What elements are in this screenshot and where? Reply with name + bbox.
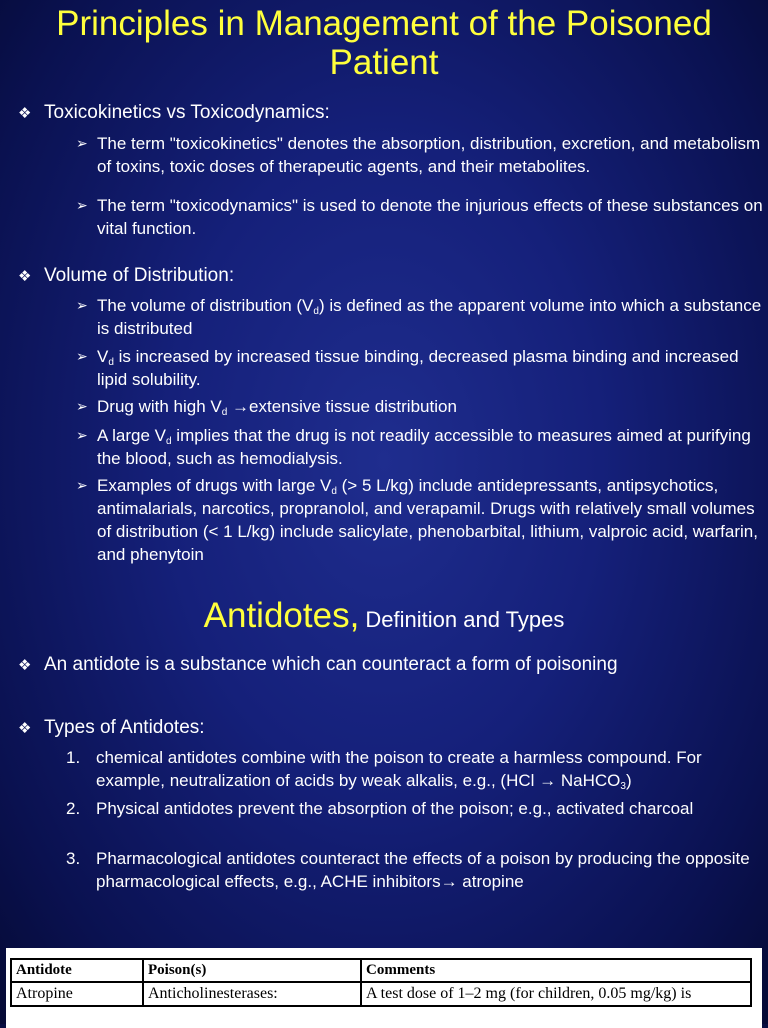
header-comments: Comments bbox=[361, 959, 751, 982]
bullet-item bbox=[76, 424, 766, 470]
diamond-bullet-icon: ❖ bbox=[18, 268, 32, 285]
table-header-row bbox=[11, 959, 751, 982]
diamond-bullet-icon: ❖ bbox=[18, 657, 32, 674]
bullet-item bbox=[76, 194, 766, 240]
diamond-bullet-icon: ❖ bbox=[18, 105, 32, 122]
arrowhead-bullet-icon: ➢ bbox=[76, 197, 88, 213]
table-row bbox=[11, 982, 751, 1006]
header-antidote: Antidote bbox=[11, 959, 143, 982]
section-heading: Types of Antidotes: bbox=[44, 717, 205, 738]
item-text: chemical antidotes combine with the poison to create a harmless compound. For example, neutralization of acids by weak alkalis, e.g., (HCl → NaHCO$_3$) bbox=[96, 748, 702, 792]
section-volume-of-distribution bbox=[18, 264, 234, 288]
arrowhead-bullet-icon: ➢ bbox=[76, 427, 88, 443]
bullet-text: Examples of drugs with large $V_d$ (> 5 L/kg) include antidepressants, antipsychotics, antimalarials, narcotics, propranolol, and verapamil. Drugs with relatively small volumes of distribution (< 1 L/kg) include salicylate, phenobarbital, lithium, valproic acid, warfarin, and phenytoin bbox=[97, 476, 758, 564]
numbered-item bbox=[66, 847, 766, 893]
arrowhead-bullet-icon: ➢ bbox=[76, 398, 88, 414]
bullet-text: The volume of distribution $(V_d)$ is defined as the apparent volume into which a substance is distributed bbox=[97, 296, 762, 338]
antidotes-title: Antidotes, bbox=[203, 596, 360, 635]
bullet-item bbox=[76, 132, 766, 178]
arrowhead-bullet-icon: ➢ bbox=[76, 135, 88, 151]
arrowhead-bullet-icon: ➢ bbox=[76, 348, 88, 364]
section-toxicokinetics bbox=[18, 101, 330, 125]
section-heading: Toxicokinetics vs Toxicodynamics: bbox=[44, 102, 330, 123]
cell-antidote: Atropine bbox=[11, 982, 143, 1006]
numbered-item bbox=[66, 746, 766, 792]
cell-comments: A test dose of 1–2 mg (for children, 0.05 mg/kg) is bbox=[361, 982, 751, 1006]
bullet-text: The term "toxicokinetics" denotes the absorption, distribution, excretion, and metabolism of toxins, toxic doses of therapeutic agents, and their metabolites. bbox=[97, 134, 761, 176]
section-types-of-antidotes bbox=[18, 716, 205, 740]
item-number: 2. bbox=[66, 799, 81, 818]
item-text: Pharmacological antidotes counteract the effects of a poison by producing the opposite pharmacological effects, e.g., ACHE inhibitors→ atropine bbox=[96, 849, 750, 891]
item-number: 1. bbox=[66, 748, 81, 767]
section-text: An antidote is a substance which can counteract a form of poisoning bbox=[44, 654, 618, 675]
arrowhead-bullet-icon: ➢ bbox=[76, 477, 88, 493]
bullet-text: Drug with high $V_d$ →extensive tissue distribution bbox=[97, 397, 457, 418]
bullet-item bbox=[76, 474, 766, 566]
diamond-bullet-icon: ❖ bbox=[18, 720, 32, 737]
bullet-text: $V_d$ is increased by increased tissue binding, decreased plasma binding and increased lipid solubility. bbox=[97, 347, 739, 389]
arrowhead-bullet-icon: ➢ bbox=[76, 297, 88, 313]
antidotes-subtitle: Definition and Types bbox=[359, 607, 565, 632]
item-text: Physical antidotes prevent the absorption of the poison; e.g., activated charcoal bbox=[96, 799, 694, 818]
bullet-text: The term "toxicodynamics" is used to denote the injurious effects of these substances on vital function. bbox=[97, 196, 763, 238]
header-poisons: Poison(s) bbox=[143, 959, 361, 982]
slide-title: Principles in Management of the Poisoned Patient bbox=[56, 4, 712, 82]
section-antidote-definition bbox=[18, 653, 618, 677]
cell-poisons: Anticholinesterases: bbox=[143, 982, 361, 1006]
bullet-item bbox=[76, 294, 766, 340]
bullet-item bbox=[76, 345, 766, 391]
antidote-table-panel bbox=[6, 948, 762, 1028]
item-number: 3. bbox=[66, 849, 81, 868]
antidote-table bbox=[10, 958, 752, 1007]
bullet-item bbox=[76, 395, 766, 418]
numbered-item bbox=[66, 797, 766, 820]
bullet-text: A large $V_d$ implies that the drug is not readily accessible to measures aimed at purifying the blood, such as hemodialysis. bbox=[97, 426, 751, 468]
antidotes-heading bbox=[0, 596, 768, 636]
section-heading: Volume of Distribution: bbox=[44, 265, 235, 286]
